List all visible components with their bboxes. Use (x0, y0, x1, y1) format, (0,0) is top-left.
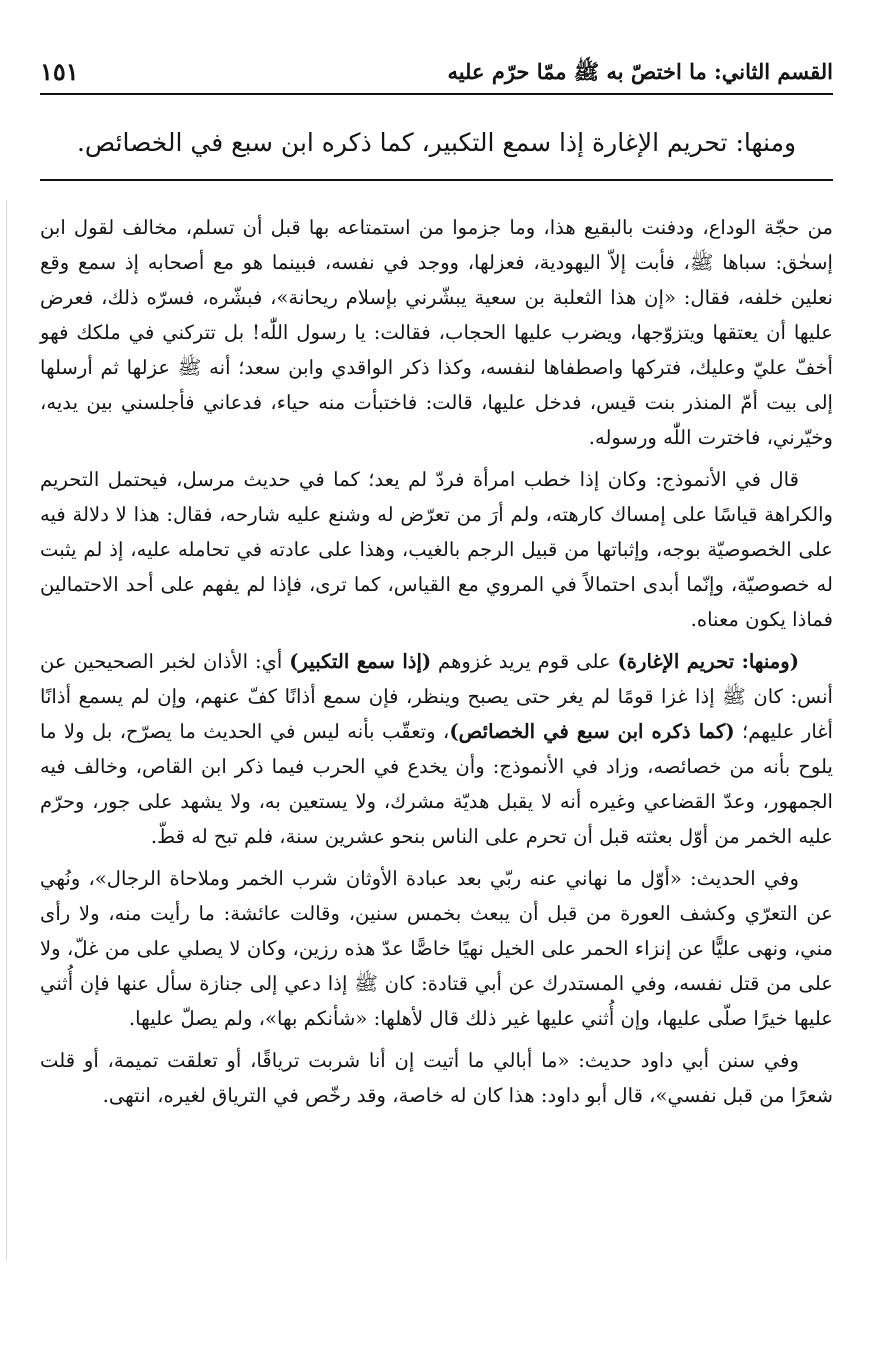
page-number: ١٥١ (40, 57, 79, 86)
commentary-body (40, 210, 833, 1120)
matn-quote-ibn-sabu: (كما ذكره ابن سبع في الخصائص) (449, 720, 735, 743)
paragraph-ighara (40, 644, 833, 854)
header-title: القسم الثاني: ما اختصّ به ﷺ ممّا حرّم عليه (447, 59, 833, 84)
matn-rule (40, 179, 833, 181)
paragraph-text: أي: الأذان لخبر الصحيحين عن أنس: كان ﷺ إذا غزا قومًا لم يغر حتى يصبح وينظر، فإن سمع أذانًا كفّ عنهم، وإن لم يسمع أذانًا أغار عليهم؛ (40, 650, 833, 743)
paragraph-text: ، وتعقّب بأنه ليس في الحديث ما يصرّح، بل ولا ما يلوح بأنه من خصائصه، وزاد في الأنموذج: وأن يخدع في الحرب فيما ذكر ابن القاص، وخالف فيه الجمهور، وعدّ القضاعي وغيره أنه لا يقبل هديّة مشرك، ولا يستعين به، ولا يشهد على جور، وحرّم عليه الخمر من أوّل بعثته قبل أن تحرم على الناس بنحو عشرين سنة، فلم تبح له قطّ. (40, 720, 833, 848)
paragraph-text: على قوم يريد غزوهم (431, 650, 618, 673)
running-header (40, 54, 833, 90)
matn-quote-ighara: (ومنها: تحريم الإغارة) (617, 650, 799, 673)
paragraph-anmudhaj: قال في الأنموذج: وكان إذا خطب امرأة فردّ لم يعد؛ كما في حديث مرسل، فيحتمل التحريم والكراهة قياسًا على إمساك كارهته، ولم أرَ من تعرّض له وشنع عليه شارحه، فقال: هذا لا دلالة فيه على الخصوصيّة بوجه، وإثباتها من قبيل الرجم بالغيب، وهذا على عادته في تحامله عليه، إذ لم يثبت له خصوصيّة، وإنّما أبدى احتمالاً في المروي مع القياس، كما ترى، فإذا لم يفهم على أحد الاحتمالين فماذا يكون معناه. (40, 468, 833, 631)
matn-quote-takbir: (إذا سمع التكبير) (289, 650, 432, 673)
matn-text: ومنها: تحريم الإغارة إذا سمع التكبير، كما ذكره ابن سبع في الخصائص. (76, 128, 797, 157)
paragraph-hadith: وفي الحديث: «أوّل ما نهاني عنه ربّي بعد عبادة الأوثان شرب الخمر وملاحاة الرجال»، ونُهي عن التعرّي وكشف العورة من قبل أن يبعث بخمس سنين، وقالت عائشة: ما رأيت منه، ولا رأى مني، ونهى عليًّا عن إنزاء الحمر على الخيل نهيًا خاصًّا عدّ هذه رزين، وكان لا يصلي على من غلّ، ولا على من قتل نفسه، وفي المستدرك عن أبي قتادة: كان ﷺ إذا دعي إلى جنازة سأل عنها فإن أُثني عليها خيرًا صلّى عليها، وإن أُثني عليها غير ذلك قال لأهلها: «شأنكم بها»، ولم يصلّ عليها. (40, 867, 833, 1030)
header-rule (40, 93, 833, 95)
paragraph-abu-dawud: وفي سنن أبي داود حديث: «ما أبالي ما أتيت إن أنا شربت ترياقًا، أو تعلقت تميمة، أو قلت شعرًا من قبل نفسي»، قال أبو داود: هذا كان له خاصة، وقد رخّص في الترياق لغيره، انتهى. (40, 1049, 833, 1107)
scan-edge-line (6, 200, 7, 1260)
paragraph-continued: من حجّة الوداع، ودفنت بالبقيع هذا، وما جزموا من استمتاعه بها قبل أن تسلم، مخالف لقول ابن إسحٰق: سباها ﷺ، فأبت إلاّ اليهودية، فعزلها، ووجد في نفسه، فبينما هو مع أصحابه إذ سمع وقع نعلين خلفه، فقال: «إن هذا الثعلبة بن سعية يبشّرني بإسلام ريحانة»، فبشّره، فسرّه ذلك، فعرض عليها أن يعتقها ويتزوّجها، ويضرب عليها الحجاب، فقالت: يا رسول اللّٰه! بل تتركني في ملكك فهو أخفّ عليّ وعليك، فتركها واصطفاها لنفسه، وكذا ذكر الواقدي وابن سعد؛ أنه ﷺ عزلها ثم أرسلها إلى بيت أمّ المنذر بنت قيس، فدخل عليها، قالت: فاختبأت منه حياء، فدعاني فأجلسني بين يديه، وخيّرني، فاخترت اللّٰه ورسوله. (40, 216, 833, 449)
